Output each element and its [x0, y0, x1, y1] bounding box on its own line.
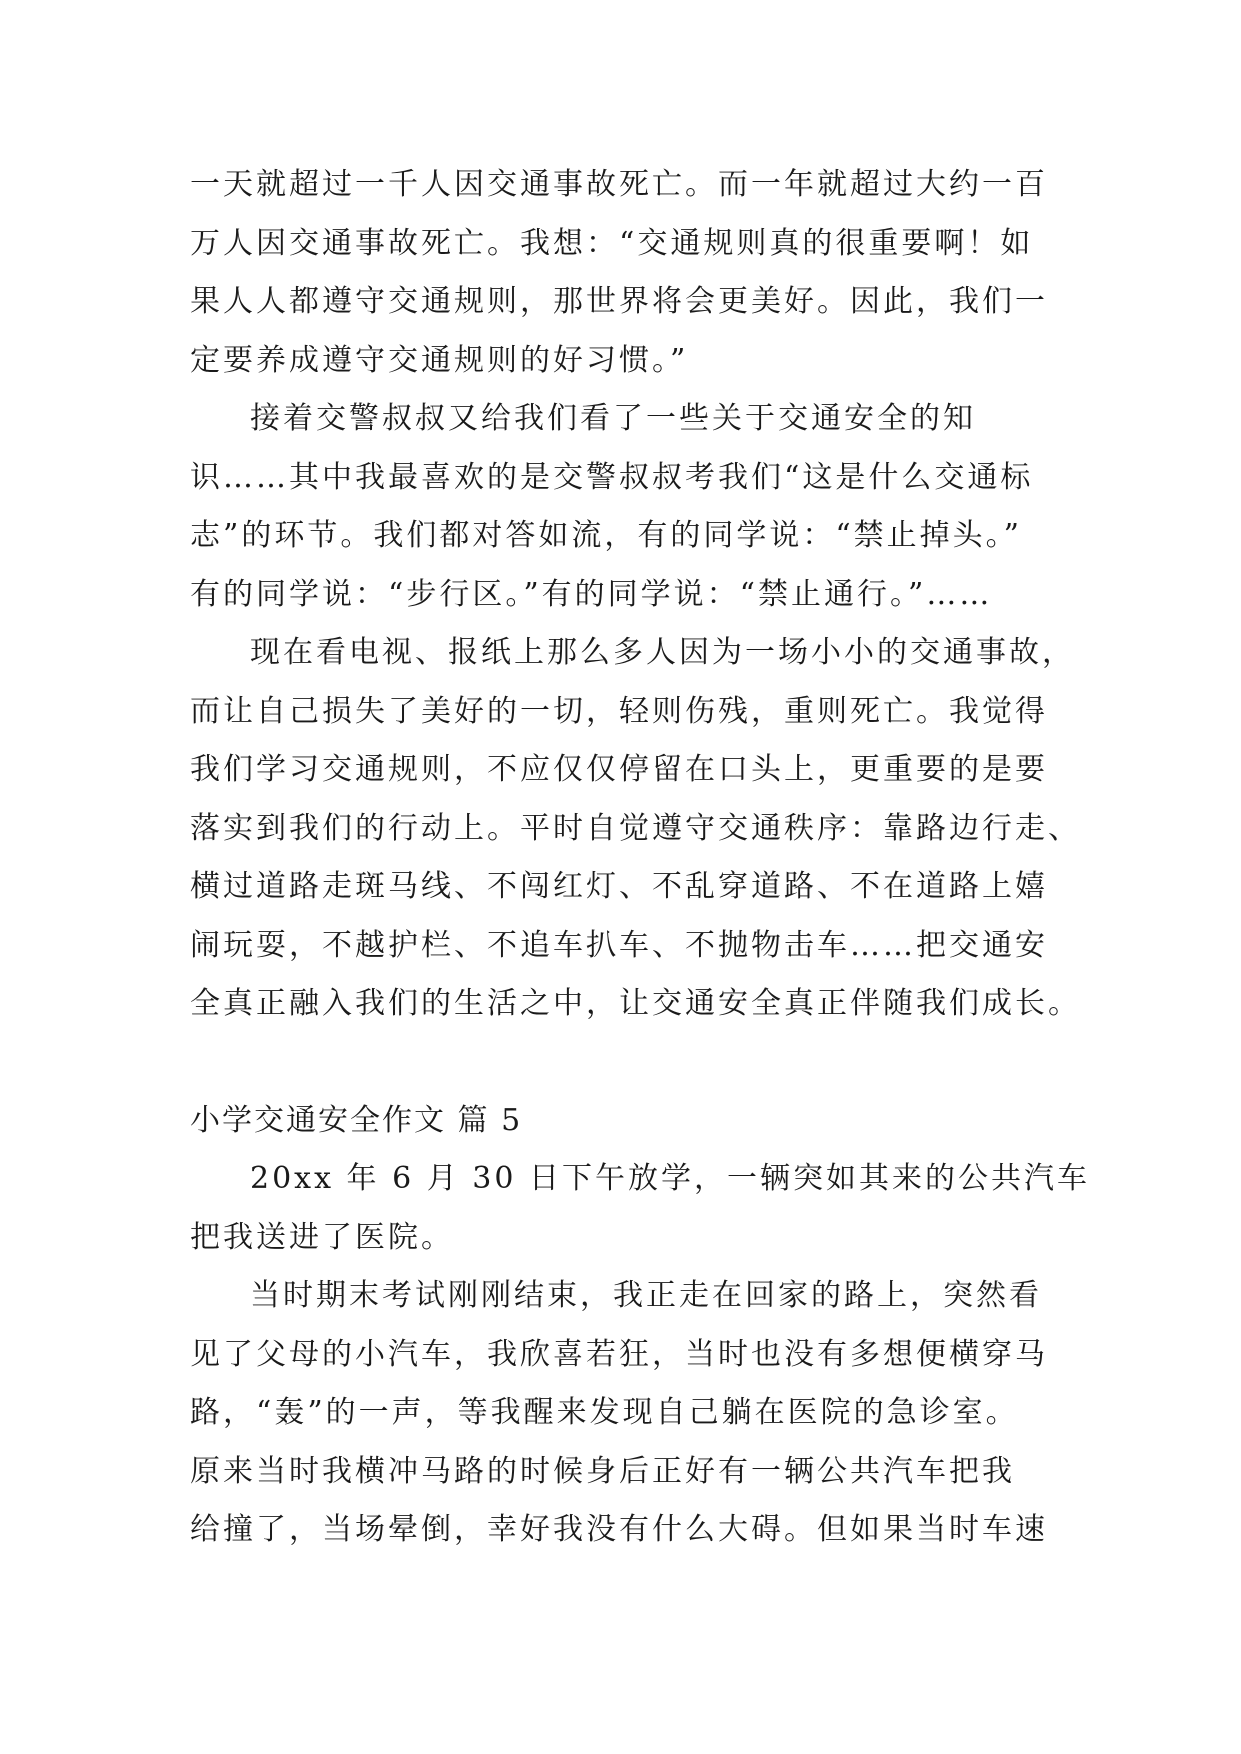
text-line: 落实到我们的行动上。平时自觉遵守交通秩序：靠路边行走、	[190, 810, 1081, 846]
text-line: 路，“轰”的一声，等我醒来发现自己躺在医院的急诊室。	[190, 1395, 1019, 1430]
text-line: 20xx 年 6 月 30 日下午放学，一辆突如其来的公共汽车	[250, 1161, 1090, 1196]
text-line: 万人因交通事故死亡。我想：“交通规则真的很重要啊！如	[190, 225, 1034, 261]
text-line: 把我送进了医院。	[190, 1219, 454, 1255]
text-line: 接着交警叔叔又给我们看了一些关于交通安全的知	[250, 401, 976, 436]
paragraph-traffic-deaths	[190, 156, 1050, 390]
text-line: 闹玩耍，不越护栏、不追车扒车、不抛物击车……把交通安	[190, 927, 1048, 963]
text-line: 横过道路走斑马线、不闯红灯、不乱穿道路、不在道路上嬉	[190, 869, 1048, 904]
paragraph-traffic-rules-action	[190, 624, 1081, 1034]
text-line: 志”的环节。我们都对答如流，有的同学说：“禁止掉头。”	[190, 518, 1023, 553]
text-line: 现在看电视、报纸上那么多人因为一场小小的交通事故，	[250, 635, 1075, 670]
text-line: 见了父母的小汽车，我欣喜若狂，当时也没有多想便横穿马	[190, 1336, 1048, 1372]
text-line: 全真正融入我们的生活之中，让交通安全真正伴随我们成长。	[190, 986, 1081, 1021]
text-line: 一天就超过一千人因交通事故死亡。而一年就超过大约一百	[190, 167, 1048, 202]
text-line: 当时期末考试刚刚结束，我正走在回家的路上，突然看	[250, 1278, 1042, 1313]
text-line: 原来当时我横冲马路的时候身后正好有一辆公共汽车把我	[190, 1453, 1015, 1489]
section-title: 小学交通安全作文 篇 5	[190, 1102, 523, 1138]
text-line: 定要养成遵守交通规则的好习惯。”	[190, 342, 689, 378]
paragraph-bus-accident-story	[190, 1267, 1050, 1560]
text-line: 有的同学说：“步行区。”有的同学说：“禁止通行。”……	[190, 576, 993, 612]
text-line: 而让自己损失了美好的一切，轻则伤残，重则死亡。我觉得	[190, 693, 1048, 729]
section-spacer	[190, 1034, 1050, 1092]
paragraph-traffic-police-quiz	[190, 390, 1050, 624]
text-line: 我们学习交通规则，不应仅仅停留在口头上，更重要的是要	[190, 752, 1048, 787]
document-body	[190, 156, 1090, 1560]
text-line: 给撞了，当场晕倒，幸好我没有什么大碍。但如果当时车速	[190, 1512, 1048, 1547]
paragraph-bus-accident-date	[190, 1150, 1090, 1267]
text-line: 识……其中我最喜欢的是交警叔叔考我们“这是什么交通标	[190, 459, 1034, 495]
text-line: 果人人都遵守交通规则，那世界将会更美好。因此，我们一	[190, 284, 1048, 319]
